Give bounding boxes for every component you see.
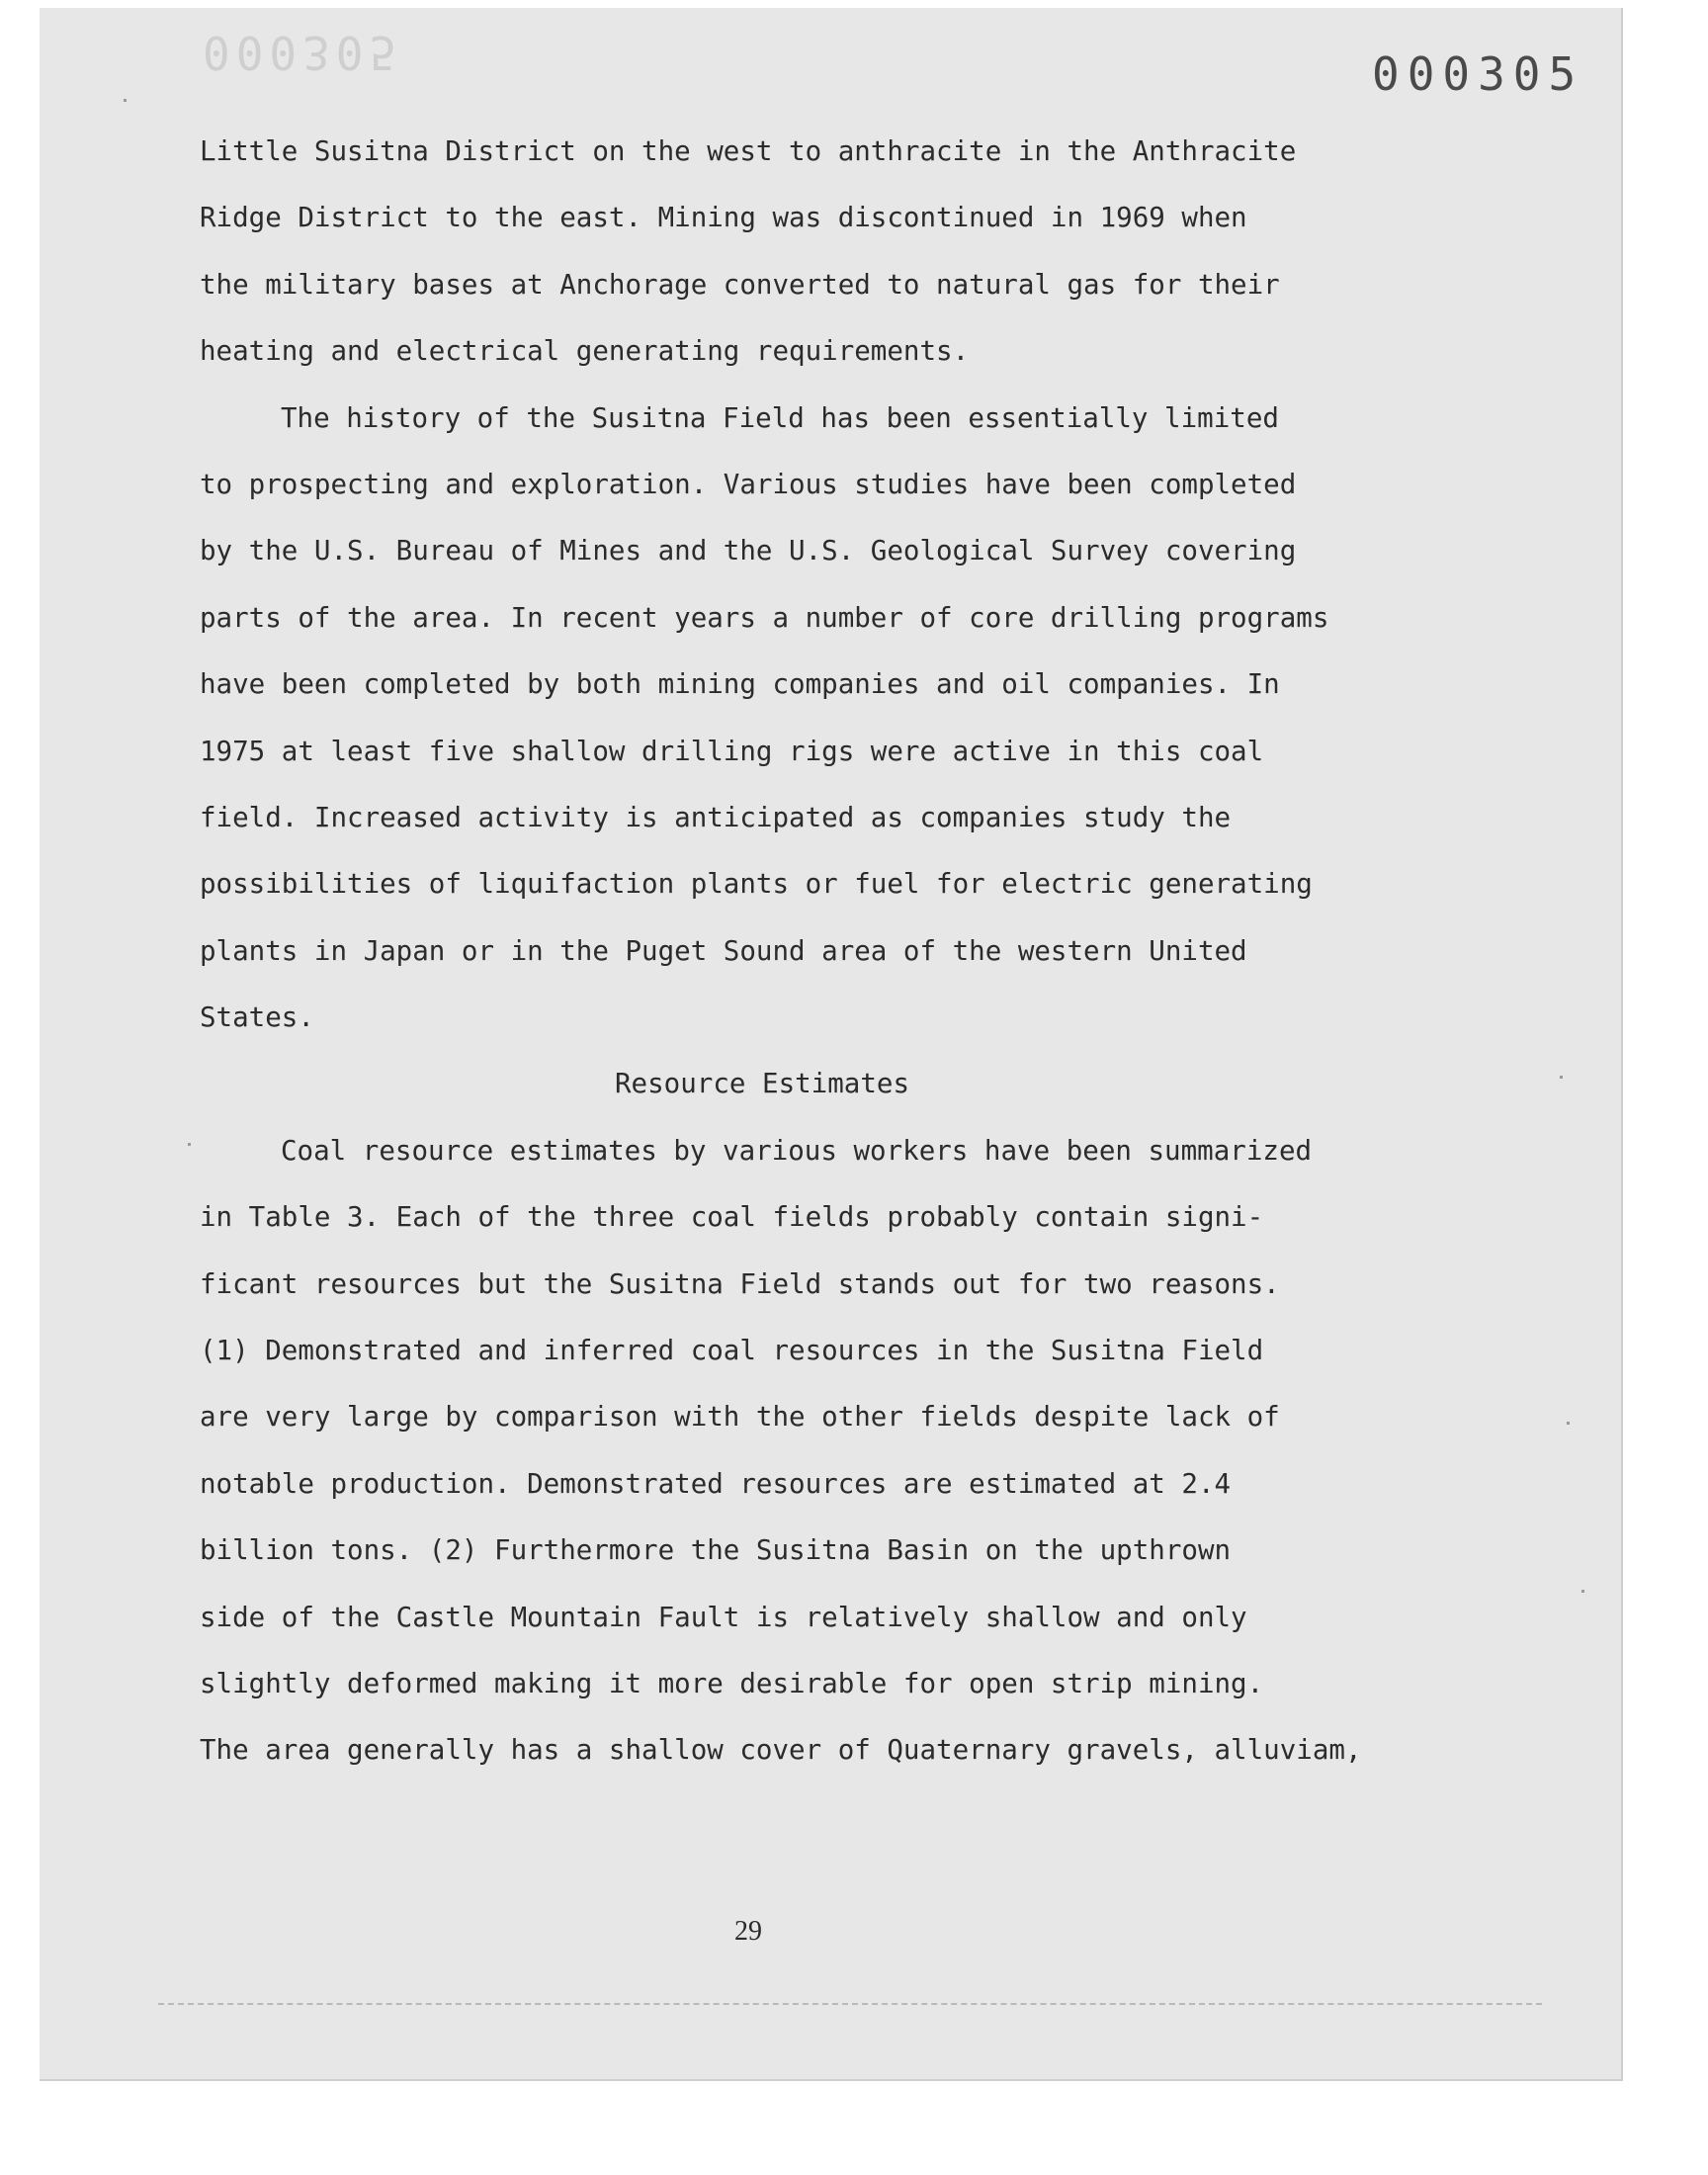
text-line: notable production. Demonstrated resources are estimated at 2.4 [200,1467,1232,1500]
text-line: States. [200,1001,314,1034]
text-line: The area generally has a shallow cover of Quaternary gravels, alluviam, [200,1734,1362,1767]
text-line: Coal resource estimates by various workers have been summarized [281,1134,1313,1167]
page-body [200,119,1475,1784]
scan-speck [124,99,127,102]
scan-artifact-rule [158,2003,1542,2005]
text-line: by the U.S. Bureau of Mines and the U.S. Geological Survey covering [200,535,1297,567]
text-line: the military bases at Anchorage converted to natural gas for their [200,268,1280,301]
scan-speck [1567,1422,1570,1425]
page-number: 29 [734,1916,762,1947]
text-line: have been completed by both mining companies and oil companies. In [200,668,1280,701]
section-heading: Resource Estimates [615,1068,910,1100]
text-line: (1) Demonstrated and inferred coal resources in the Susitna Field [200,1335,1264,1367]
scan-speck [1581,1590,1584,1593]
text-line: heating and electrical generating requirements. [200,335,970,368]
bleed-through-number: 000305 [203,26,403,79]
text-line: billion tons. (2) Furthermore the Susitna Basin on the upthrown [200,1534,1232,1567]
text-line: Little Susitna District on the west to anthracite in the Anthracite [200,135,1297,167]
text-line: side of the Castle Mountain Fault is relatively shallow and only [200,1601,1247,1633]
text-line: field. Increased activity is anticipated as companies study the [200,801,1232,833]
scan-speck [1560,1076,1563,1079]
text-line: to prospecting and exploration. Various studies have been completed [200,468,1297,500]
text-line: The history of the Susitna Field has been essentially limited [281,401,1279,434]
text-line: 1975 at least five shallow drilling rigs were active in this coal [200,735,1264,767]
text-line: slightly deformed making it more desirable for open strip mining. [200,1667,1264,1699]
text-line: plants in Japan or in the Puget Sound area of the western United [200,934,1247,967]
scan-speck [188,1143,191,1146]
text-line: Ridge District to the east. Mining was discontinued in 1969 when [200,202,1247,234]
text-line: ficant resources but the Susitna Field stands out for two reasons. [200,1267,1280,1300]
text-line: parts of the area. In recent years a number of core drilling programs [200,601,1329,634]
document-stamp-number: 000305 [1372,47,1584,101]
text-line: possibilities of liquifaction plants or fuel for electric generating [200,868,1313,901]
text-line: in Table 3. Each of the three coal fields probably contain signi- [200,1201,1264,1234]
text-line: are very large by comparison with the other fields despite lack of [200,1401,1280,1434]
scanned-page [40,8,1623,2081]
